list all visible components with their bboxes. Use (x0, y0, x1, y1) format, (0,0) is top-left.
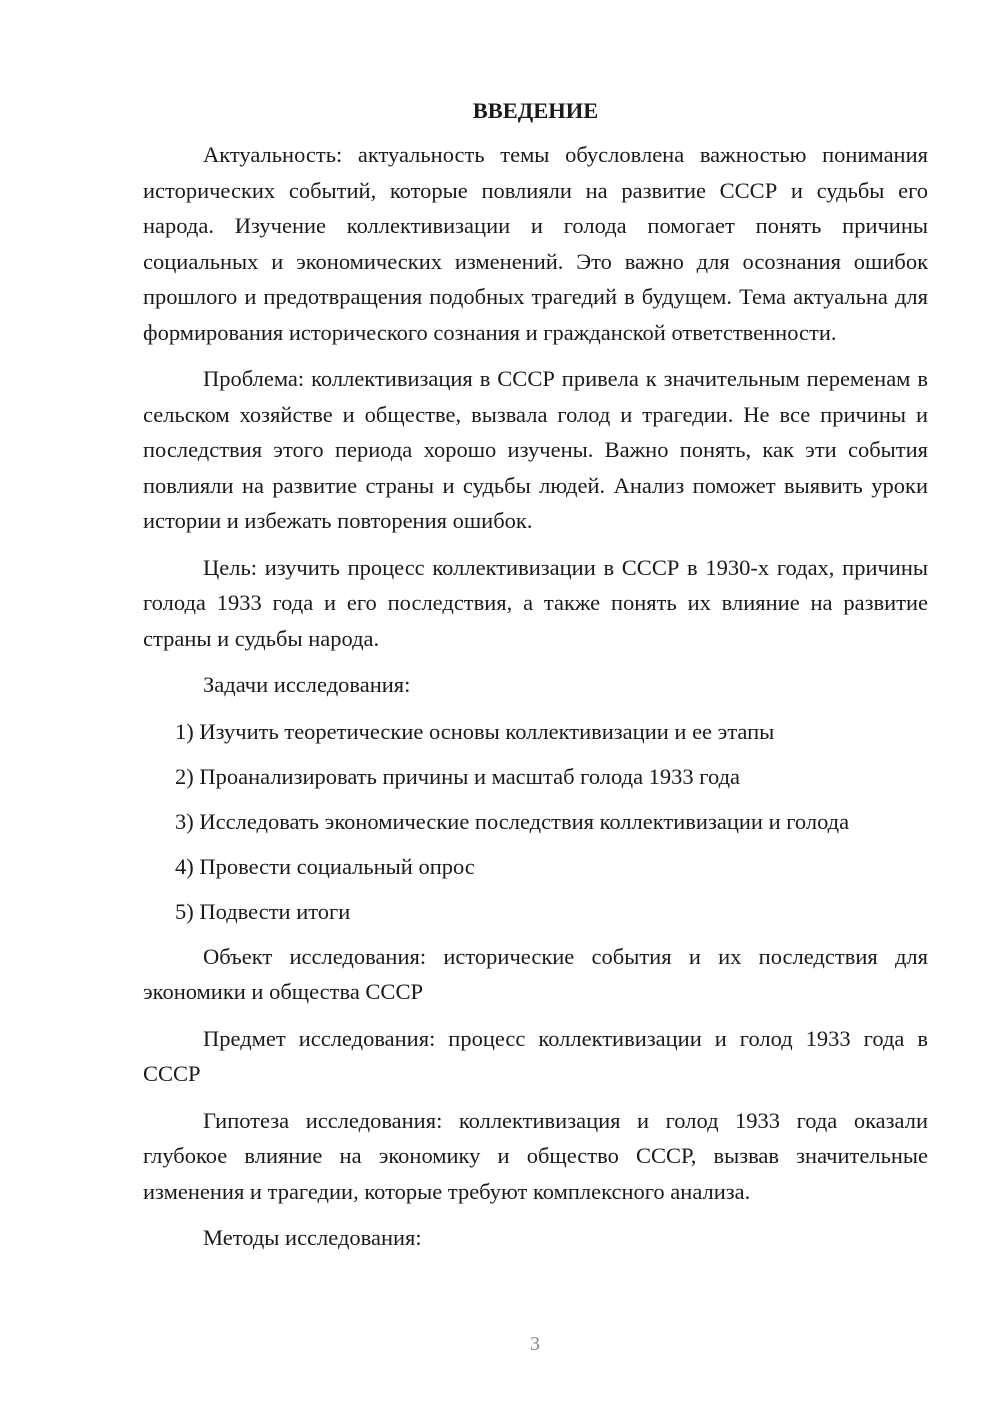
document-page (143, 96, 928, 1267)
page-number: 3 (530, 1333, 540, 1355)
tasks-heading: Задачи исследования: (203, 672, 411, 697)
task-item-4: 4) Провести социальный опрос (175, 853, 475, 879)
task-item-5: 5) Подвести итоги (175, 898, 351, 924)
methods-heading: Методы исследования: (203, 1225, 422, 1250)
object-paragraph: Объект исследования: исторические события и их последствия для экономики и общества СССР (143, 943, 928, 1004)
problem-paragraph: Проблема: коллективизация в СССР привела к значительным переменам в сельском хозяйстве и обществе, вызвала голод и трагедии. Не все причины и последствия этого периода хорошо изучены. Важно понять, как эти события повлияли на развитие страны и судьбы людей. Анализ поможет выявить уроки истории и избежать повторения ошибок. (143, 366, 928, 533)
section-title: ВВЕДЕНИЕ (472, 98, 599, 123)
hypothesis-paragraph: Гипотеза исследования: коллективизация и голод 1933 года оказали глубокое влияние на экономику и общество СССР, вызвав значительные изменения и трагедии, которые требуют комплексного анализа. (143, 1107, 928, 1204)
task-item-2: 2) Проанализировать причины и масштаб голода 1933 года (175, 763, 741, 789)
goal-paragraph: Цель: изучить процесс коллективизации в СССР в 1930-х годах, причины голода 1933 года и его последствия, а также понять их влияние на развитие страны и судьбы народа. (143, 554, 928, 651)
subject-paragraph: Предмет исследования: процесс коллективизации и голод 1933 года в СССР (143, 1025, 928, 1086)
relevance-paragraph: Актуальность: актуальность темы обусловлена важностью понимания исторических событий, которые повлияли на развитие СССР и судьбы его народа. Изучение коллективизации и голода помогает понять причины социальных и экономических изменений. Это важно для осознания ошибок прошлого и предотвращения подобных трагедий в будущем. Тема актуальна для формирования исторического сознания и гражданской ответственности. (143, 142, 928, 345)
task-item-1: 1) Изучить теоретические основы коллективизации и ее этапы (175, 718, 775, 744)
task-item-3: 3) Исследовать экономические последствия коллективизации и голода (175, 808, 850, 834)
